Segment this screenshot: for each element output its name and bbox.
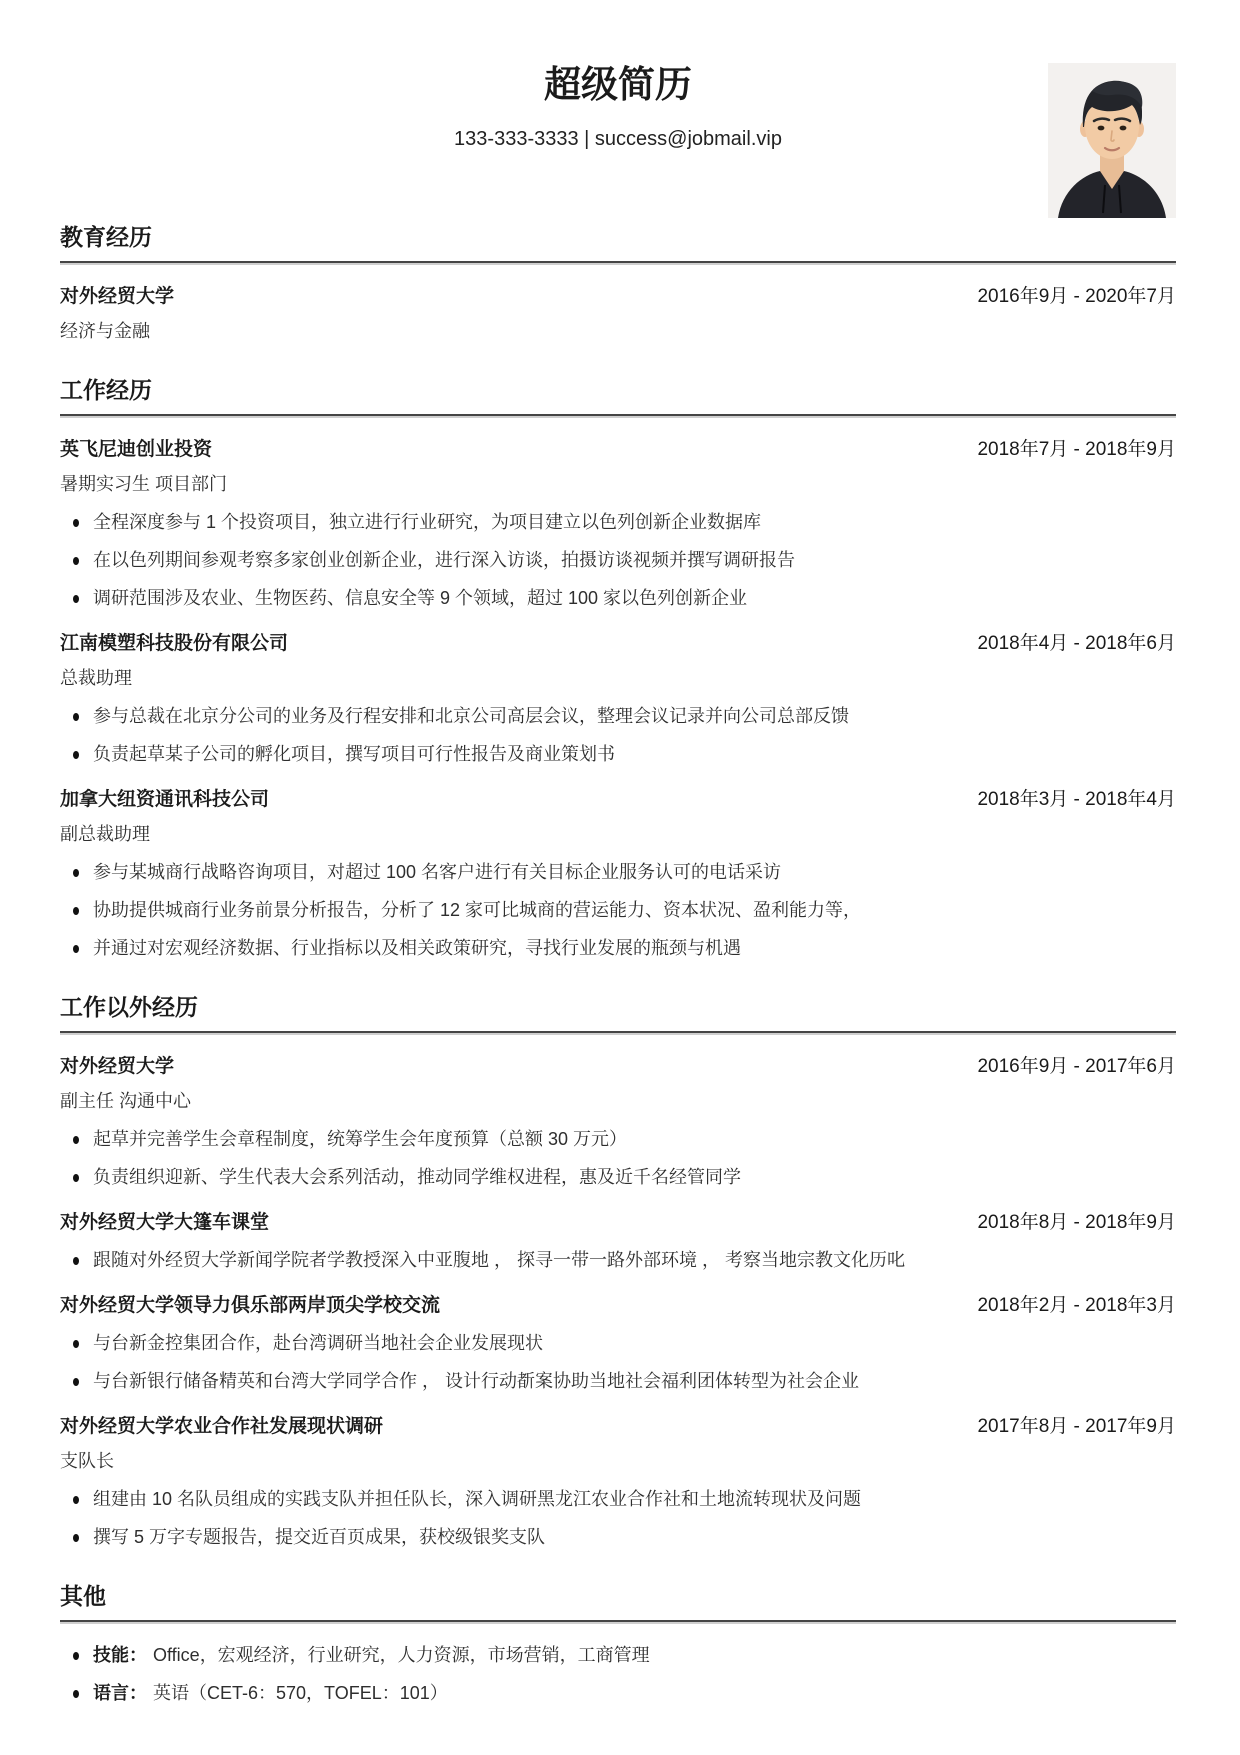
entry-subtitle: 总裁助理 <box>60 668 132 688</box>
entry-list <box>60 1642 1176 1707</box>
resume-section <box>60 1581 1176 1707</box>
entry-name: 对外经贸大学领导力俱乐部两岸顶尖学校交流 <box>60 1295 441 1316</box>
section-title: 教育经历 <box>60 224 152 250</box>
bullet-text: 并通过对宏观经济数据、行业指标以及相关政策研究，寻找行业发展的瓶颈与机遇 <box>93 938 741 958</box>
bullet-label: 语言： <box>93 1683 147 1703</box>
section-rule <box>60 1031 1176 1035</box>
entry-head <box>60 1413 1176 1440</box>
entry-head <box>60 436 1176 463</box>
bullet-dot-icon <box>73 1257 79 1265</box>
sections-container <box>60 222 1176 1707</box>
entry-subtitle: 经济与金融 <box>60 321 150 341</box>
bullet-item <box>60 859 1176 886</box>
bullet-dot-icon <box>73 869 79 877</box>
entry-list <box>60 1053 1176 1551</box>
bullet-text: 参与总裁在北京分公司的业务及行程安排和北京公司高层会议，整理会议记录并向公司总部反馈 <box>93 706 849 726</box>
bullet-item <box>60 1524 1176 1551</box>
portrait-illustration <box>1048 63 1176 218</box>
bullet-label: 技能： <box>93 1645 147 1665</box>
bullet-text: 全程深度参与 1 个投资项目，独立进行行业研究，为项目建立以色列创新企业数据库 <box>93 512 762 532</box>
entry-head <box>60 1053 1176 1080</box>
entry-date: 2018年3月 - 2018年4月 <box>977 789 1176 810</box>
bullet-dot-icon <box>73 713 79 721</box>
bullet-list <box>60 703 1176 768</box>
bullet-item <box>60 935 1176 962</box>
entry <box>60 1413 1176 1551</box>
entry-head <box>60 1292 1176 1319</box>
bullet-item <box>60 1247 1176 1274</box>
bullet-item <box>60 1486 1176 1513</box>
resume-header <box>60 62 1176 152</box>
bullet-list <box>60 1247 1176 1274</box>
bullet-text: 调研范围涉及农业、生物医药、信息安全等 9 个领域，超过 100 家以色列创新企业 <box>93 588 748 608</box>
bullet-dot-icon <box>73 1496 79 1504</box>
section-rule <box>60 261 1176 265</box>
entry-date: 2018年7月 - 2018年9月 <box>977 439 1176 460</box>
bullet-text: 与台新银行储备精英和台湾大学同学合作 ， 设计行动斱案协助当地社会福利团体转型为社会企业 <box>93 1371 859 1391</box>
section-rule <box>60 1620 1176 1624</box>
entry-name: 对外经贸大学 <box>60 286 175 307</box>
bullet-list <box>60 1330 1176 1395</box>
entry-date: 2018年4月 - 2018年6月 <box>977 633 1176 654</box>
entry-head <box>60 283 1176 310</box>
bullet-text: 与台新金控集团合作，赴台湾调研当地社会企业发展现状 <box>93 1333 543 1353</box>
bullet-text: 参与某城商行战略咨询项目，对超过 100 名客户进行有关目标企业服务认可的电话采访 <box>93 862 782 882</box>
section-title: 工作经历 <box>60 377 152 403</box>
resume-section <box>60 375 1176 962</box>
bullet-item <box>60 585 1176 612</box>
bullet-list <box>60 1642 1176 1707</box>
bullet-dot-icon <box>73 1652 79 1660</box>
resume-section <box>60 222 1176 345</box>
entry-list <box>60 283 1176 345</box>
bullet-text: 负责起草某子公司的孵化项目，撰写项目可行性报告及商业策划书 <box>93 744 615 764</box>
bullet-text: 协助提供城商行业务前景分析报告，分析了 12 家可比城商的营运能力、资本状况、盈利能力等， <box>93 900 862 920</box>
bullet-item <box>60 509 1176 536</box>
bullet-item <box>60 1164 1176 1191</box>
bullet-item <box>60 1642 1176 1669</box>
bullet-dot-icon <box>73 1340 79 1348</box>
section-title: 其他 <box>60 1583 106 1609</box>
bullet-dot-icon <box>73 557 79 565</box>
bullet-text: 负责组织迎新、学生代表大会系列活动，推动同学维权进程，惠及近千名经管同学 <box>93 1167 741 1187</box>
bullet-dot-icon <box>73 1534 79 1542</box>
entry-name: 英飞尼迪创业投资 <box>60 439 213 460</box>
entry-date: 2018年2月 - 2018年3月 <box>977 1295 1176 1316</box>
bullet-dot-icon <box>73 907 79 915</box>
bullet-item <box>60 1330 1176 1357</box>
bullet-text: 跟随对外经贸大学新闻学院者学教授深入中亚腹地 ， 探寻一带一路外部环境 ， 考察当地宗教文化历叱 <box>93 1250 905 1270</box>
entry-subtitle: 暑期实习生 项目部门 <box>60 474 228 494</box>
bullet-dot-icon <box>73 1136 79 1144</box>
entry <box>60 630 1176 768</box>
bullet-text: 组建由 10 名队员组成的实践支队并担任队长，深入调研黑龙江农业合作社和土地流转现状及问题 <box>93 1489 862 1509</box>
resume-section <box>60 992 1176 1551</box>
bullet-list <box>60 1486 1176 1551</box>
profile-photo-icon <box>1048 63 1176 218</box>
entry-date: 2017年8月 - 2017年9月 <box>977 1416 1176 1437</box>
bullet-dot-icon <box>73 1690 79 1698</box>
bullet-dot-icon <box>73 595 79 603</box>
bullet-item <box>60 547 1176 574</box>
entry <box>60 1642 1176 1707</box>
bullet-item <box>60 1126 1176 1153</box>
entry <box>60 283 1176 345</box>
bullet-dot-icon <box>73 519 79 527</box>
bullet-dot-icon <box>73 751 79 759</box>
entry <box>60 1053 1176 1191</box>
bullet-item <box>60 1680 1176 1707</box>
bullet-item <box>60 897 1176 924</box>
bullet-item <box>60 741 1176 768</box>
bullet-dot-icon <box>73 945 79 953</box>
bullet-item <box>60 1368 1176 1395</box>
bullet-text: 英语（CET-6：570，TOFEL：101） <box>153 1683 448 1703</box>
contact-line: 133-333-3333 | success@jobmail.vip <box>454 128 782 150</box>
entry-name: 对外经贸大学 <box>60 1056 175 1077</box>
entry-name: 对外经贸大学农业合作社发展现状调研 <box>60 1416 384 1437</box>
entry-date: 2016年9月 - 2020年7月 <box>977 286 1176 307</box>
entry-name: 江南模塑科技股份有限公司 <box>60 633 289 654</box>
bullet-dot-icon <box>73 1174 79 1182</box>
bullet-text: 在以色列期间参观考察多家创业创新企业，进行深入访谈，拍摄访谈视频并撰写调研报告 <box>93 550 795 570</box>
bullet-list <box>60 1126 1176 1191</box>
bullet-list <box>60 859 1176 962</box>
section-title: 工作以外经历 <box>60 994 198 1020</box>
entry-head <box>60 630 1176 657</box>
bullet-text: 撰写 5 万字专题报告，提交近百页成果，获校级银奖支队 <box>93 1527 546 1547</box>
bullet-dot-icon <box>73 1378 79 1386</box>
entry-date: 2016年9月 - 2017年6月 <box>977 1056 1176 1077</box>
entry <box>60 436 1176 612</box>
entry <box>60 1209 1176 1274</box>
entry-subtitle: 支队长 <box>60 1451 114 1471</box>
entry-subtitle: 副总裁助理 <box>60 824 150 844</box>
page-title: 超级简历 <box>544 64 692 105</box>
entry <box>60 786 1176 962</box>
bullet-list <box>60 509 1176 612</box>
entry-head <box>60 786 1176 813</box>
entry-head <box>60 1209 1176 1236</box>
entry-name: 对外经贸大学大篷车课堂 <box>60 1212 270 1233</box>
entry-name: 加拿大纽资通讯科技公司 <box>60 789 270 810</box>
bullet-text: Office，宏观经济，行业研究，人力资源，市场营销，工商管理 <box>153 1645 650 1665</box>
bullet-text: 起草并完善学生会章程制度，统筹学生会年度预算（总额 30 万元） <box>93 1129 628 1149</box>
entry-date: 2018年8月 - 2018年9月 <box>977 1212 1176 1233</box>
entry-subtitle: 副主任 沟通中心 <box>60 1091 192 1111</box>
bullet-item <box>60 703 1176 730</box>
section-rule <box>60 414 1176 418</box>
entry <box>60 1292 1176 1395</box>
entry-list <box>60 436 1176 962</box>
